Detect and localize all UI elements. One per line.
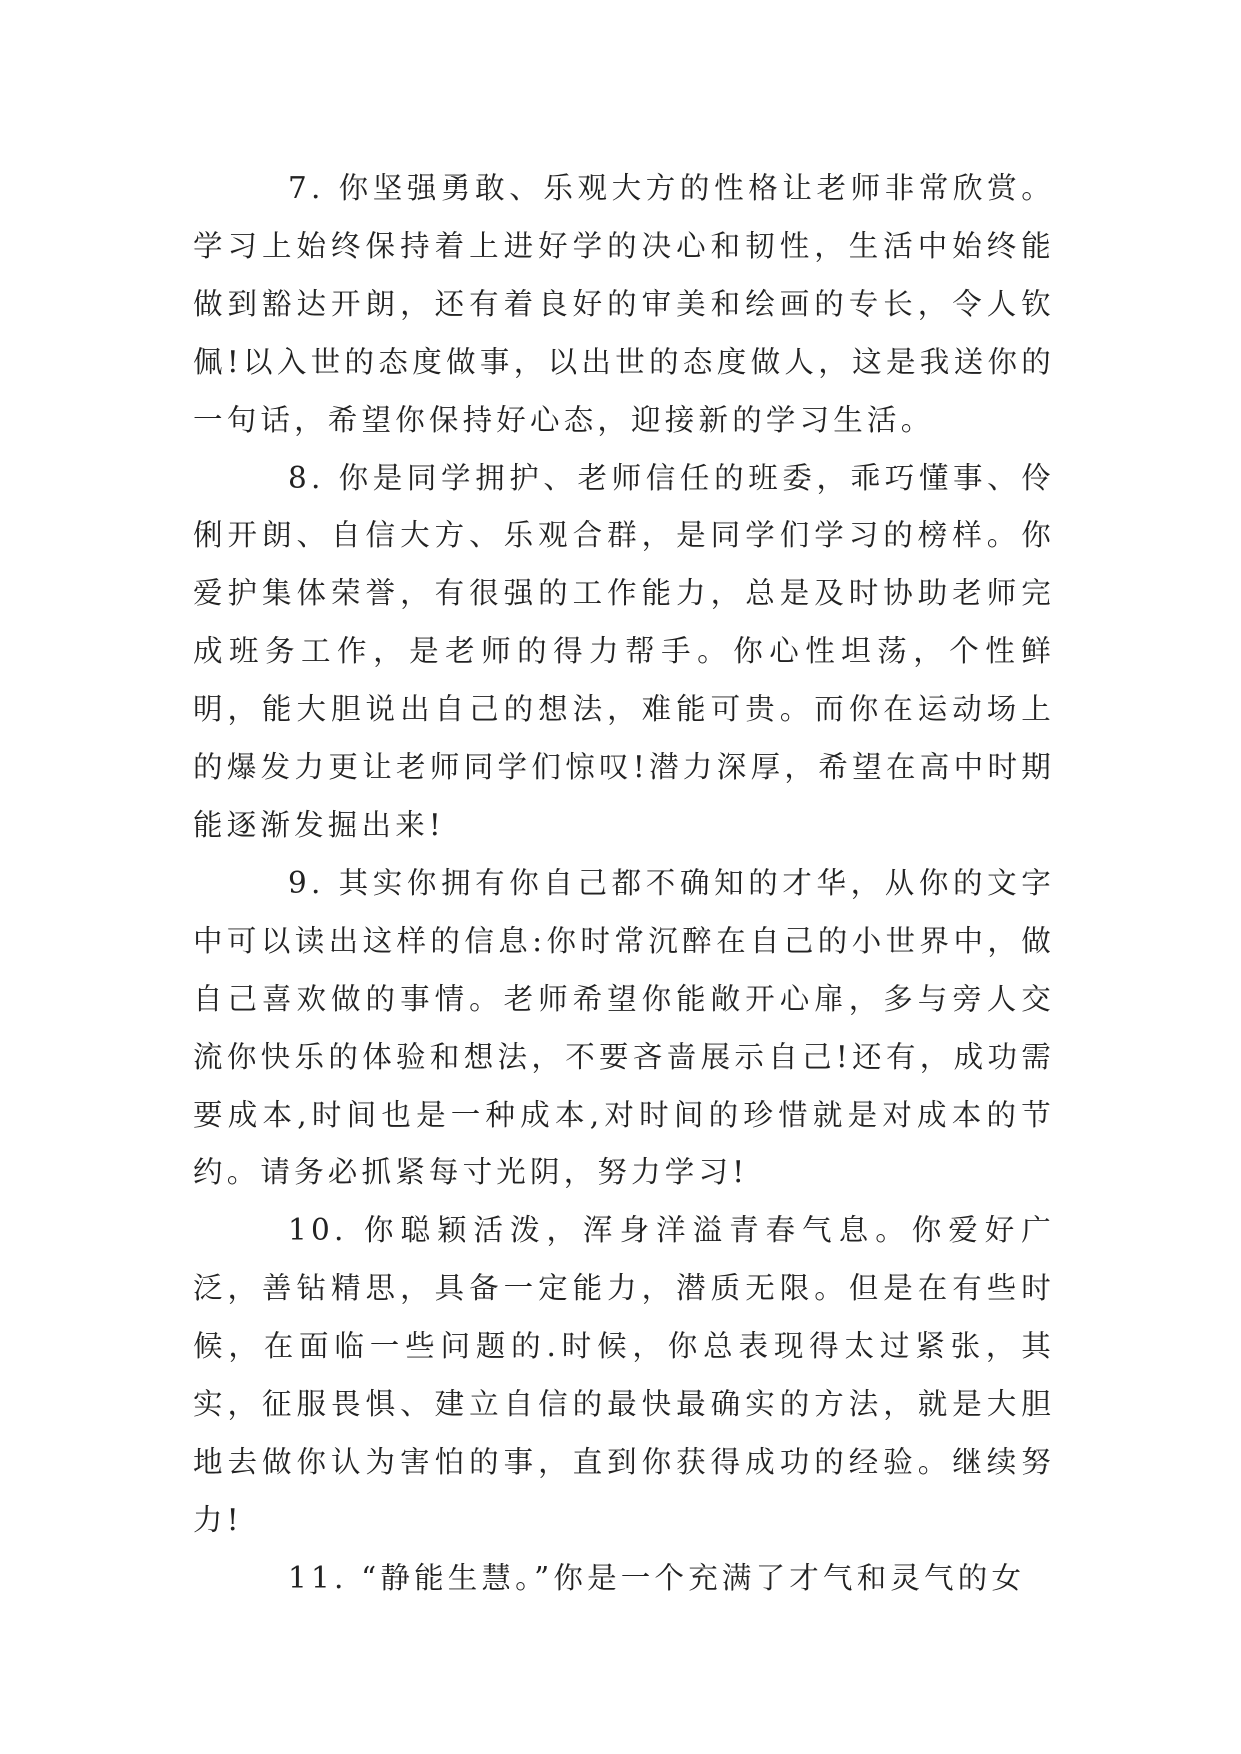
paragraph-number: 11. [288,1560,348,1595]
paragraph-7 [193,160,1055,450]
paragraph-number: 10. [288,1213,348,1248]
paragraph-number: 7. [288,171,325,205]
paragraph-number: 9. [288,865,325,900]
paragraph-text: 你坚强勇敢、乐观大方的性格让老师非常欣赏。学习上始终保持着上进好学的决心和韧性，生活中始终能做到豁达开朗，还有着良好的审美和绘画的专长，令人钦佩!以入世的态度做事，以出世的态度做人，这是我送你的一句话，希望你保持好心态，迎接新的学习生活。 [193,171,1055,437]
document-body [193,160,1055,1608]
paragraph-text: “静能生慧。”你是一个充满了才气和灵气的女 [361,1560,1026,1595]
paragraph-text: 你聪颖活泼，浑身洋溢青春气息。你爱好广泛，善钻精思，具备一定能力，潜质无限。但是在有些时候，在面临一些问题的.时候，你总表现得太过紧张，其实，征服畏惧、建立自信的最快最确实的方法，就是大胆地去做你认为害怕的事，直到你获得成功的经验。继续努力! [193,1213,1055,1537]
paragraph-text: 其实你拥有你自己都不确知的才华，从你的文字中可以读出这样的信息:你时常沉醉在自己的小世界中，做自己喜欢做的事情。老师希望你能敞开心扉，多与旁人交流你快乐的体验和想法，不要吝啬展示自己!还有，成功需要成本,时间也是一种成本,对时间的珍惜就是对成本的节约。请务必抓紧每寸光阴，努力学习! [193,865,1055,1190]
paragraph-9 [193,855,1055,1202]
paragraph-text: 你是同学拥护、老师信任的班委，乖巧懂事、伶俐开朗、自信大方、乐观合群，是同学们学习的榜样。你爱护集体荣誉，有很强的工作能力，总是及时协助老师完成班务工作，是老师的得力帮手。你心性坦荡，个性鲜明，能大胆说出自己的想法，难能可贵。而你在运动场上的爆发力更让老师同学们惊叹!潜力深厚，希望在高中时期能逐渐发掘出来! [193,460,1055,842]
paragraph-8 [193,450,1055,855]
paragraph-number: 8. [288,460,325,495]
paragraph-11 [193,1550,1055,1608]
paragraph-10 [193,1202,1055,1549]
